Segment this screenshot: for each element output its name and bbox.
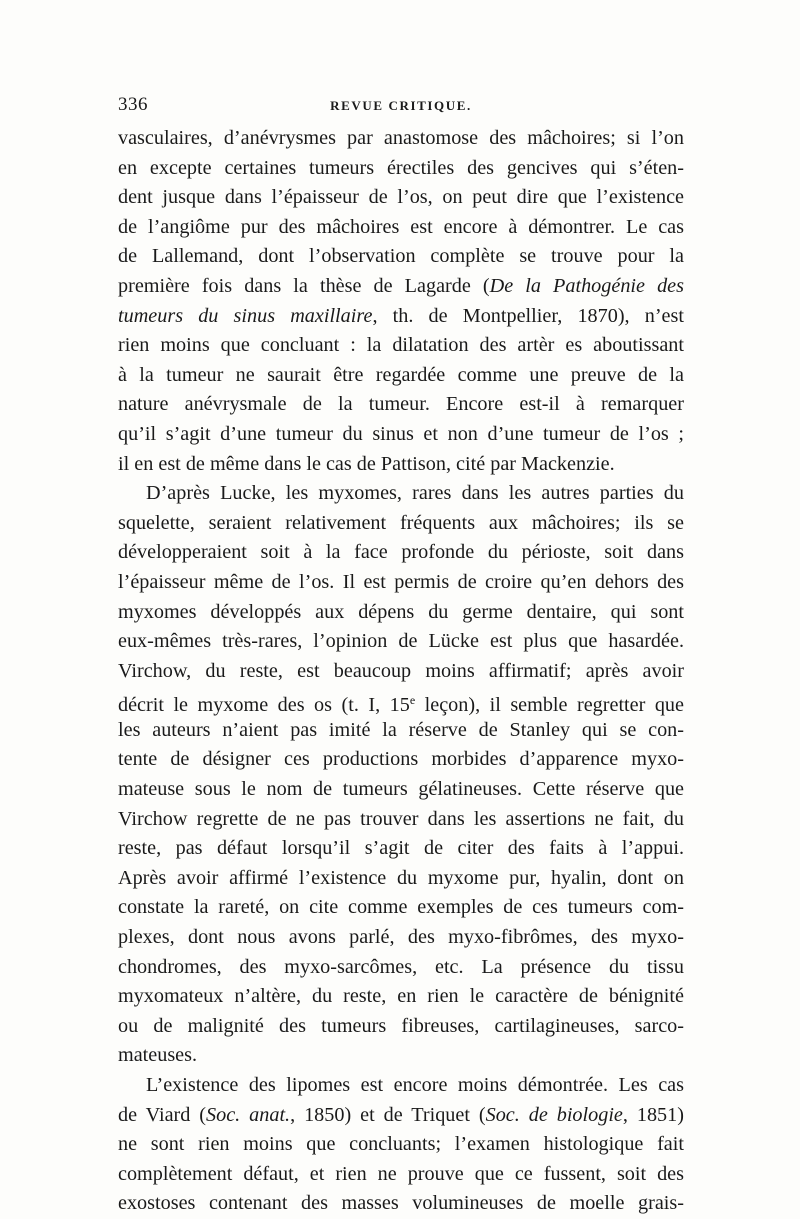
page-header [118, 94, 684, 124]
text-line [118, 1130, 684, 1160]
text-segment: à la tumeur ne saurait être regardée comme une preuve de la [118, 363, 684, 386]
text-line [118, 982, 684, 1012]
text-line [118, 242, 684, 272]
text-segment: les auteurs n’aient pas imité la réserve de Stanley qui se con- [118, 718, 684, 741]
text-line [118, 183, 684, 213]
text-segment: première fois dans la thèse de Lagarde ( [118, 274, 490, 297]
text-line [118, 716, 684, 746]
text-segment: exostoses contenant des masses volumineuses de moelle grais- [118, 1192, 684, 1215]
text-segment: reste, pas défaut lorsqu’il s’agit de citer des faits à l’appui. [118, 837, 684, 860]
text-segment: ou de malignité des tumeurs fibreuses, cartilagineuses, sarco- [118, 1014, 684, 1037]
text-segment: , 1851) [622, 1103, 684, 1126]
text-line [118, 450, 684, 480]
text-segment: , 1850) et de Triquet ( [290, 1103, 486, 1126]
superscript: e [409, 693, 416, 708]
text-segment: de Viard ( [118, 1103, 207, 1126]
text-line [118, 923, 684, 953]
text-line [118, 598, 684, 628]
text-segment: Après avoir affirmé l’existence du myxome pur, hyalin, dont on [118, 866, 684, 889]
text-line [118, 1041, 684, 1071]
text-segment: , th. de Montpellier, 1870), n’est [372, 304, 684, 327]
text-segment: squelette, seraient relativement fréquents aux mâchoires; ils se [118, 511, 684, 534]
text-segment: Virchow, du reste, est beaucoup moins affirmatif; après avoir [118, 659, 684, 682]
italic-citation: tumeurs du sinus maxillaire [118, 304, 373, 327]
text-line [118, 154, 684, 184]
text-segment: D’après Lucke, les myxomes, rares dans les autres parties du [146, 482, 684, 505]
text-segment: mateuse sous le nom de tumeurs gélatineuses. Cette réserve que [118, 778, 684, 801]
text-line [118, 509, 684, 539]
text-segment: plexes, dont nous avons parlé, des myxo-fibrômes, des myxo- [118, 926, 684, 949]
text-line [118, 420, 684, 450]
text-line [118, 745, 684, 775]
text-line [118, 805, 684, 835]
text-segment: rien moins que concluant : la dilatation des artèr es aboutissant [118, 334, 684, 357]
running-head: REVUE CRITIQUE. [330, 98, 472, 113]
text-line [118, 1101, 684, 1131]
text-line [118, 302, 684, 332]
text-segment: l’épaisseur même de l’os. Il est permis de croire qu’en dehors des [118, 570, 684, 593]
text-segment: il en est de même dans le cas de Pattison, cité par Mackenzie. [118, 452, 615, 475]
text-line [118, 1160, 684, 1190]
text-segment: constate la rareté, on cite comme exemples de ces tumeurs com- [118, 896, 684, 919]
text-segment: leçon), il semble regretter que [415, 694, 684, 717]
text-segment: développeraient soit à la face profonde du périoste, soit dans [118, 541, 684, 564]
text-segment: tente de désigner ces productions morbides d’apparence myxo- [118, 748, 684, 771]
text-line [118, 124, 684, 154]
text-line [118, 953, 684, 983]
text-segment: ne sont rien moins que concluants; l’examen histologique fait [118, 1133, 684, 1156]
text-line [118, 479, 684, 509]
text-segment: myxomes développés aux dépens du germe dentaire, qui sont [118, 600, 684, 623]
text-line [118, 834, 684, 864]
text-line [118, 864, 684, 894]
text-segment: mateuses. [118, 1044, 198, 1067]
text-segment: Virchow regrette de ne pas trouver dans les assertions ne fait, du [118, 807, 684, 830]
text-segment: L’existence des lipomes est encore moins démontrée. Les cas [146, 1074, 684, 1096]
text-segment: qu’il s’agit d’une tumeur du sinus et non d’une tumeur de l’os ; [118, 422, 684, 445]
text-segment: de Lallemand, dont l’observation complète se trouve pour la [118, 245, 684, 268]
text-line [118, 568, 684, 598]
text-line [118, 361, 684, 391]
text-segment: complètement défaut, et rien ne prouve que ce fussent, soit des [118, 1162, 684, 1185]
text-segment: de l’angiôme pur des mâchoires est encore à démontrer. Le cas [118, 215, 684, 238]
text-line [118, 775, 684, 805]
text-line [118, 213, 684, 243]
text-segment: vasculaires, d’anévrysmes par anastomose des mâchoires; si l’on [118, 127, 684, 149]
text-line [118, 627, 684, 657]
text-line [118, 272, 684, 302]
text-line [118, 686, 684, 716]
text-segment: dent jusque dans l’épaisseur de l’os, on peut dire que l’existence [118, 186, 684, 209]
text-line [118, 538, 684, 568]
text-line [118, 331, 684, 361]
text-line [118, 1071, 684, 1101]
text-line [118, 657, 684, 687]
text-segment: en excepte certaines tumeurs érectiles des gencives qui s’éten- [118, 156, 684, 179]
text-line [118, 893, 684, 923]
italic-citation: Soc. anat. [206, 1103, 291, 1126]
text-segment: eux-mêmes très-rares, l’opinion de Lücke est plus que hasardée. [118, 630, 684, 653]
italic-citation: De la Pathogénie des [489, 274, 684, 297]
text-line [118, 390, 684, 420]
text-segment: myxomateux n’altère, du reste, en rien le caractère de bénignité [118, 985, 684, 1008]
text-line [118, 1012, 684, 1042]
text-segment: chondromes, des myxo-sarcômes, etc. La présence du tissu [118, 955, 684, 978]
page-number: 336 [118, 94, 148, 115]
body-text [118, 124, 684, 1219]
text-segment: nature anévrysmale de la tumeur. Encore est-il à remarquer [118, 393, 684, 416]
italic-citation: Soc. de biologie [485, 1103, 623, 1126]
text-segment: décrit le myxome des os (t. I, 15 [118, 694, 410, 717]
